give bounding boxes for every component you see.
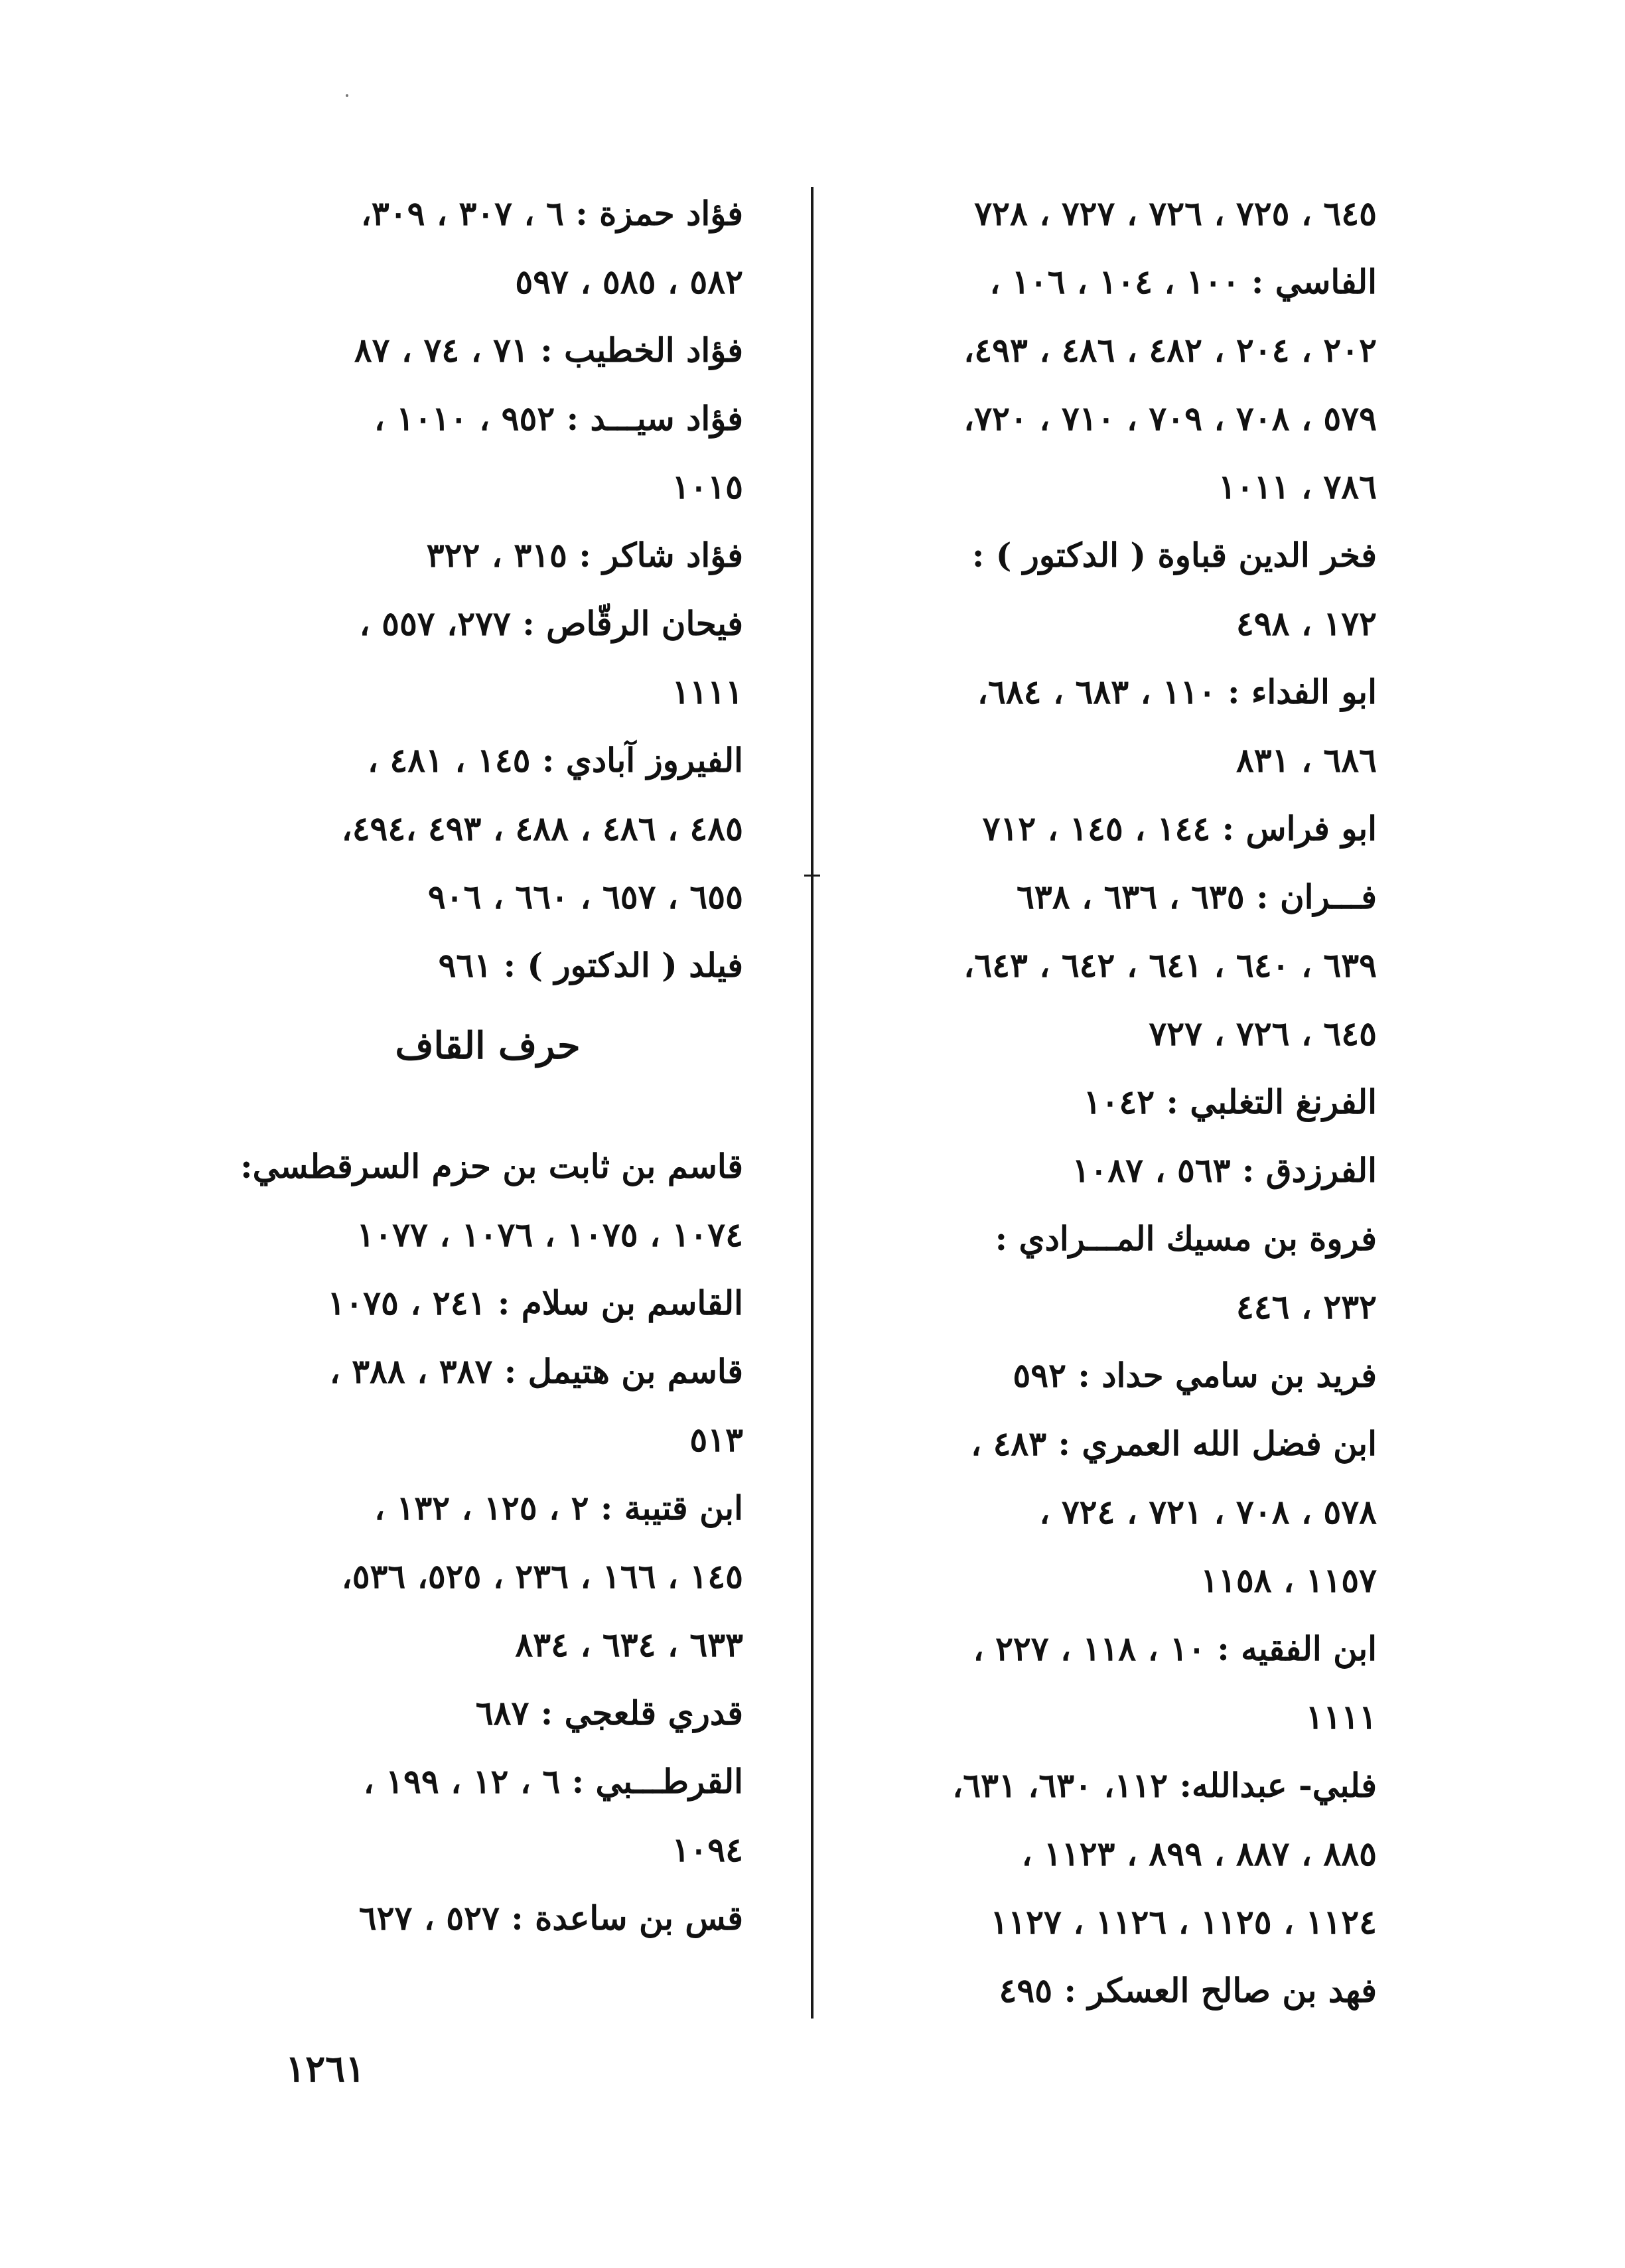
index-line: القرطـــبي : ٦ ، ١٢ ، ١٩٩ ، [363,1762,743,1801]
index-line: ٦٥٥ ، ٦٥٧ ، ٦٦٠ ، ٩٠٦ [427,877,743,916]
index-line: فيلد ( الدكتور ) : ٩٦١ [438,946,743,985]
left-column [232,179,743,1952]
index-line: ٥٧٨ ، ٧٠٨ ، ٧٢١ ، ٧٢٤ ، [1039,1492,1377,1531]
index-line: ابو فراس : ١٤٤ ، ١٤٥ ، ٧١٢ [982,809,1377,848]
index-line: الفرزدق : ٥٦٣ ، ١٠٨٧ [1072,1151,1377,1190]
index-line: ٦٣٣ ، ٦٣٤ ، ٨٣٤ [515,1625,743,1664]
index-line: الفرنغ التغلبي : ١٠٤٢ [1083,1082,1377,1121]
index-line: قاسم بن هتيمل : ٣٨٧ ، ٣٨٨ ، [329,1352,743,1391]
index-line: ٦٤٥ ، ٧٢٦ ، ٧٢٧ [1149,1014,1377,1053]
index-line: فلبي- عبدالله: ١١٢، ٦٣٠، ٦٣١، [952,1766,1377,1805]
index-line: فؤاد سيـــد : ٩٥٢ ، ١٠١٠ ، [374,399,743,438]
index-line: ١٠٩٤ [671,1830,743,1869]
divider-tick [804,875,820,877]
index-line: فؤاد حمزة : ٦ ، ٣٠٧ ، ٣٠٩، [360,194,743,233]
section-heading: حرف القاف [395,1024,581,1068]
index-line: ١١١١ [1305,1697,1377,1736]
index-line: ١١٢٤ ، ١١٢٥ ، ١١٢٦ ، ١١٢٧ [990,1902,1377,1942]
index-line: الفاسي : ١٠٠ ، ١٠٤ ، ١٠٦ ، [989,262,1377,301]
scan-speck [346,94,348,97]
index-line: ٥٧٩ ، ٧٠٨ ، ٧٠٩ ، ٧١٠ ، ٧٢٠، [963,399,1377,438]
index-line: فخر الدين قباوة ( الدكتور ) : [971,535,1377,575]
index-line: ٥٨٢ ، ٥٨٥ ، ٥٩٧ [515,262,743,301]
section-gap [232,1092,743,1132]
index-line: ٤٨٥ ، ٤٨٦ ، ٤٨٨ ، ٤٩٣ ،٤٩٤، [341,809,743,848]
index-line: القاسم بن سلام : ٢٤١ ، ١٠٧٥ [327,1283,743,1322]
index-line: ١١١١ [671,672,743,711]
index-line: ٢٣٢ ، ٤٤٦ [1236,1287,1377,1326]
index-line: ابو الفداء : ١١٠ ، ٦٨٣ ، ٦٨٤، [977,672,1377,711]
index-line: ٥١٣ [689,1420,743,1459]
index-line: فريد بن سامي حداد : ٥٩٢ [1013,1356,1377,1395]
index-line: قدري قلعجي : ٦٨٧ [475,1693,743,1733]
index-line: ١٤٥ ، ١٦٦ ، ٢٣٦ ، ٥٢٥، ٥٣٦، [341,1557,743,1596]
index-line: الفيروز آبادي : ١٤٥ ، ٤٨١ ، [367,741,743,780]
index-line: فهد بن صالح العسكر : ٤٩٥ [999,1971,1377,2010]
index-line: ابن فضل الله العمري : ٤٨٣ ، [971,1424,1377,1463]
index-line: ٦٨٦ ، ٨٣١ [1236,741,1377,780]
index-line: فؤاد الخطيب : ٧١ ، ٧٤ ، ٨٧ [354,330,743,370]
index-line: فـــران : ٦٣٥ ، ٦٣٦ ، ٦٣٨ [1017,877,1377,916]
index-line: ١٠١٥ [671,467,743,506]
index-line: قس بن ساعدة : ٥٢٧ ، ٦٢٧ [358,1898,743,1938]
index-line: ١١٥٧ ، ١١٥٨ [1200,1561,1377,1600]
index-line: فروة بن مسيك المـــرادي : [995,1219,1377,1258]
right-column [833,179,1377,2024]
index-line: ٢٠٢ ، ٢٠٤ ، ٤٨٢ ، ٤٨٦ ، ٤٩٣، [963,330,1377,370]
index-line: ابن قتيبة : ٢ ، ١٢٥ ، ١٣٢ ، [374,1488,743,1527]
index-line: فيحان الرقّاص : ٢٧٧، ٥٥٧ ، [359,604,743,643]
index-line: ٦٣٩ ، ٦٤٠ ، ٦٤١ ، ٦٤٢ ، ٦٤٣، [963,946,1377,985]
index-line: قاسم بن ثابت بن حزم السرقطسي: [240,1147,743,1186]
column-divider [811,187,813,2019]
index-line: ٦٤٥ ، ٧٢٥ ، ٧٢٦ ، ٧٢٧ ، ٧٢٨ [974,194,1377,233]
index-line: ١٠٧٤ ، ١٠٧٥ ، ١٠٧٦ ، ١٠٧٧ [356,1215,743,1254]
index-line: ابن الفقيه : ١٠ ، ١١٨ ، ٢٢٧ ، [973,1629,1377,1668]
index-line: ١٧٢ ، ٤٩٨ [1236,604,1377,643]
page-number: ١٢٦١ [285,2047,366,2091]
index-line: ٨٨٥ ، ٨٨٧ ، ٨٩٩ ، ١١٢٣ ، [1021,1834,1377,1873]
index-line: ٧٨٦ ، ١٠١١ [1218,467,1377,506]
index-line: فؤاد شاكر : ٣١٥ ، ٣٢٢ [426,535,743,575]
